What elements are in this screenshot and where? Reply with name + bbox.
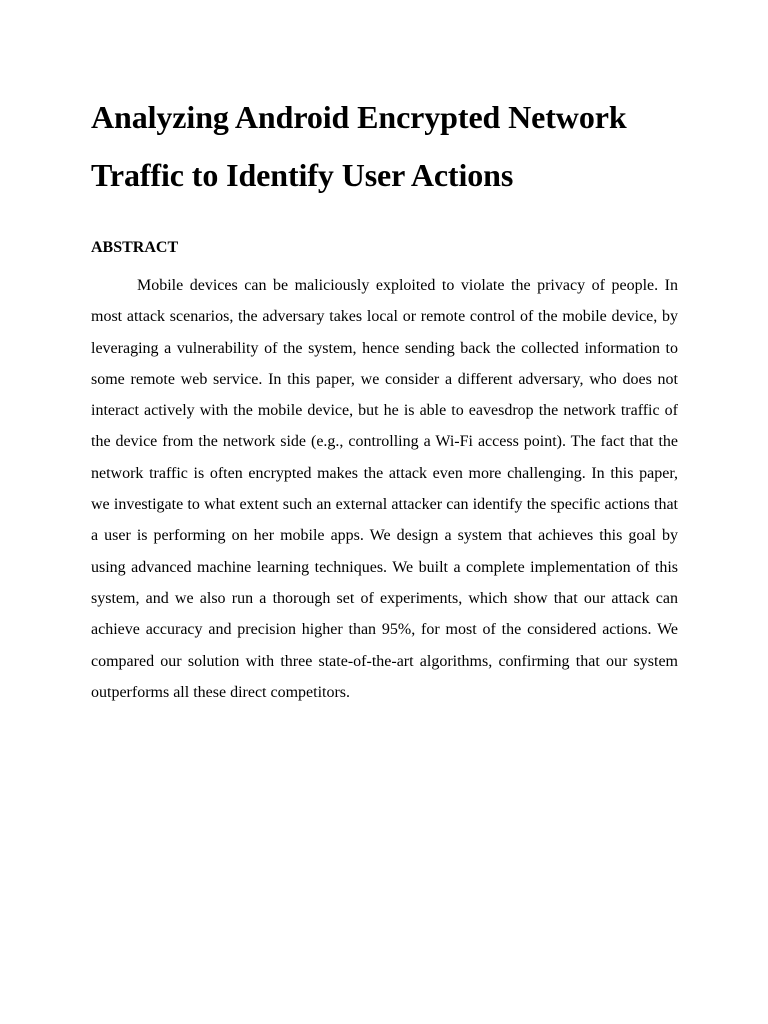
paper-title-line-2: Traffic to Identify User Actions [91,157,514,193]
paper-title [91,88,678,204]
abstract-paragraph: Mobile devices can be maliciously exploited to violate the privacy of people. In most attack scenarios, the adversary takes local or remote control of the mobile device, by leveraging a vulnerability of the system, hence sending back the collected information to some remote web service. In this paper, we consider a different adversary, who does not interact actively with the mobile device, but he is able to eavesdrop the network traffic of the device from the network side (e.g., controlling a Wi-Fi access point). The fact that the network traffic is often encrypted makes the attack even more challenging. In this paper, we investigate to what extent such an external attacker can identify the specific actions that a user is performing on her mobile apps. We design a system that achieves this goal by using advanced machine learning techniques. We built a complete implementation of this system, and we also run a thorough set of experiments, which show that our attack can achieve accuracy and precision higher than 95%, for most of the considered actions. We compared our solution with three state-of-the-art algorithms, confirming that our system outperforms all these direct competitors. [91,277,678,701]
abstract-heading: ABSTRACT [91,239,179,256]
paper-title-line-1: Analyzing Android Encrypted Network [91,99,627,135]
